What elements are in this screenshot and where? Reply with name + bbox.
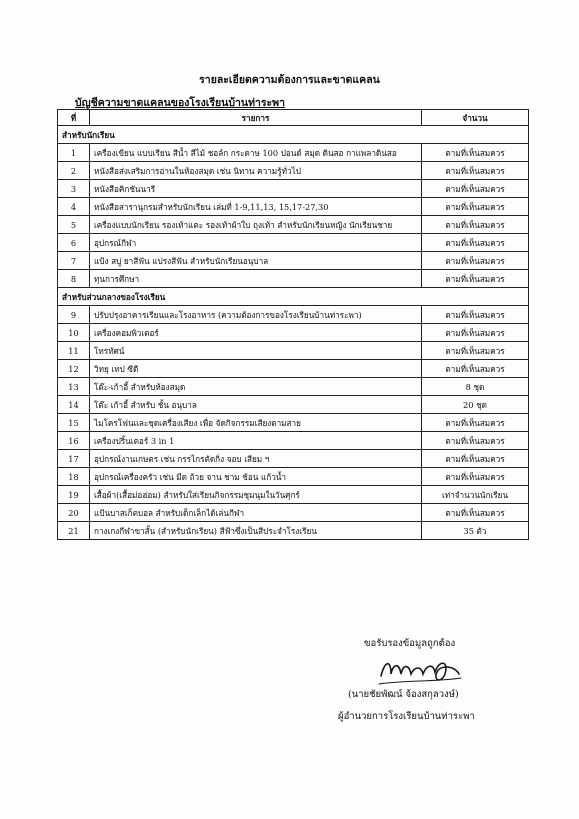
- document-title: รายละเอียดความต้องการและขาดแคลน: [199, 74, 380, 86]
- table-row: [58, 414, 529, 432]
- row-amount: ตามที่เห็นสมควร: [422, 360, 529, 378]
- table-row: [58, 198, 529, 216]
- row-item: เครื่องปริ้นเตอร์ 3 in 1: [90, 432, 422, 450]
- table-header-row: [58, 110, 529, 126]
- table-row: [58, 504, 529, 522]
- row-number: 9: [58, 306, 90, 324]
- row-item: หนังสือคิกชันนารี: [90, 180, 422, 198]
- row-number: 15: [58, 414, 90, 432]
- header-item: รายการ: [90, 110, 422, 126]
- table-row: [58, 324, 529, 342]
- table-row: [58, 234, 529, 252]
- signer-position: ผู้อำนวยการโรงเรียนบ้านท่าระพา: [338, 711, 475, 722]
- row-amount: เท่าจำนวนนักเรียน: [422, 486, 529, 504]
- row-number: 16: [58, 432, 90, 450]
- row-number: 6: [58, 234, 90, 252]
- row-amount: ตามที่เห็นสมควร: [422, 468, 529, 486]
- row-item: แป้ง สบู่ ยาสีฟัน แปรงสีฟัน สำหรับนักเรียนอนุบาล: [90, 252, 422, 270]
- row-item: อุปกรณ์กีฬา: [90, 234, 422, 252]
- row-amount: ตามที่เห็นสมควร: [422, 144, 529, 162]
- row-item: กางเกงกีฬาขาสั้น (สำหรับนักเรียน) สีฟ้าซึ่งเป็นสีประจำโรงเรียน: [90, 522, 422, 540]
- row-amount: ตามที่เห็นสมควร: [422, 198, 529, 216]
- table-body: [58, 126, 529, 540]
- row-number: 17: [58, 450, 90, 468]
- row-number: 14: [58, 396, 90, 414]
- table-row: [58, 486, 529, 504]
- row-number: 3: [58, 180, 90, 198]
- row-number: 7: [58, 252, 90, 270]
- row-number: 21: [58, 522, 90, 540]
- row-amount: ตามที่เห็นสมควร: [422, 216, 529, 234]
- row-number: 19: [58, 486, 90, 504]
- row-item: เครื่องคอมพิวเตอร์: [90, 324, 422, 342]
- row-amount: ตามที่เห็นสมควร: [422, 252, 529, 270]
- row-amount: ตามที่เห็นสมควร: [422, 270, 529, 288]
- row-amount: ตามที่เห็นสมควร: [422, 234, 529, 252]
- table-row: [58, 378, 529, 396]
- document-subtitle: บัญชีความขาดแคลนของโรงเรียนบ้านท่าระพา: [75, 97, 285, 109]
- row-item: โทรทัศน์: [90, 342, 422, 360]
- table-row: [58, 270, 529, 288]
- row-item: โต๊ะ เก้าอี้ สำหรับ ชั้น อนุบาล: [90, 396, 422, 414]
- row-item: อุปกรณ์เครื่องครัว เช่น มีด ถ้วย จาน ชาม ช้อน แก้วน้ำ: [90, 468, 422, 486]
- table-row: [58, 522, 529, 540]
- row-item: แป้นบาสเก็ตบอล สำหรับเด็กเล็กได้เล่นกีฬา: [90, 504, 422, 522]
- row-number: 8: [58, 270, 90, 288]
- handwritten-signature: [375, 654, 465, 690]
- row-number: 11: [58, 342, 90, 360]
- row-number: 13: [58, 378, 90, 396]
- row-amount: ตามที่เห็นสมควร: [422, 450, 529, 468]
- row-number: 10: [58, 324, 90, 342]
- header-amount: จำนวน: [422, 110, 529, 126]
- table-row: [58, 306, 529, 324]
- row-number: 5: [58, 216, 90, 234]
- section-label: สำหรับนักเรียน: [58, 126, 529, 144]
- row-amount: ตามที่เห็นสมควร: [422, 180, 529, 198]
- table-row: [58, 360, 529, 378]
- table-row: [58, 342, 529, 360]
- table-row: [58, 216, 529, 234]
- table-row: [58, 396, 529, 414]
- row-item: ปรับปรุงอาคารเรียนและโรงอาหาร (ความต้องการของโรงเรียนบ้านท่าระพา): [90, 306, 422, 324]
- table-row: [58, 180, 529, 198]
- table-row: [58, 450, 529, 468]
- row-number: 20: [58, 504, 90, 522]
- table-row: [58, 162, 529, 180]
- row-item: เครื่องเขียน แบบเรียน สีน้ำ สีไม้ ชอล์ก กระดาษ 100 ปอนด์ สมุด ดินสอ กาแพลาดินสอ: [90, 144, 422, 162]
- table-row: [58, 252, 529, 270]
- signer-name: (นายชัยพัฒน์ จ้องสกุลวงษ์): [348, 689, 459, 700]
- row-amount: ตามที่เห็นสมควร: [422, 432, 529, 450]
- row-amount: 8 ชุด: [422, 378, 529, 396]
- certify-text: ขอรับรองข้อมูลถูกต้อง: [364, 638, 456, 649]
- row-item: หนังสือสารานุกรมสำหรับนักเรียน เล่มที่ 1-9,11,13, 15,17-27,30: [90, 198, 422, 216]
- row-item: ทุนการศึกษา: [90, 270, 422, 288]
- row-number: 12: [58, 360, 90, 378]
- section-row-students: [58, 126, 529, 144]
- section-label: สำหรับส่วนกลางของโรงเรียน: [58, 288, 529, 306]
- row-number: 2: [58, 162, 90, 180]
- table-row: [58, 432, 529, 450]
- row-item: อุปกรณ์งานเกษตร เช่น กรรไกรตัดกิ่ง จอบ เสียม ฯ: [90, 450, 422, 468]
- table-row: [58, 468, 529, 486]
- requirements-table: [57, 109, 529, 540]
- row-item: วิทยุ เทป ซีดี: [90, 360, 422, 378]
- section-row-central: [58, 288, 529, 306]
- table-row: [58, 144, 529, 162]
- row-amount: ตามที่เห็นสมควร: [422, 306, 529, 324]
- row-number: 4: [58, 198, 90, 216]
- row-item: เสื้อผ้า(เสื้อม่อฮ่อม) สำหรับใส่เรียนกิจกรรมชุมนุมในวันศุกร์: [90, 486, 422, 504]
- row-amount: ตามที่เห็นสมควร: [422, 342, 529, 360]
- row-amount: ตามที่เห็นสมควร: [422, 162, 529, 180]
- row-amount: 35 ตัว: [422, 522, 529, 540]
- row-item: เครื่องแบบนักเรียน รองเท้าแตะ รองเท้าผ้าใบ ถุงเท้า สำหรับนักเรียนหญิง นักเรียนชาย: [90, 216, 422, 234]
- row-item: โต๊ะ-เก้าอี้ สำหรับห้องสมุด: [90, 378, 422, 396]
- header-no: ที่: [58, 110, 90, 126]
- row-number: 1: [58, 144, 90, 162]
- row-amount: ตามที่เห็นสมควร: [422, 504, 529, 522]
- row-amount: ตามที่เห็นสมควร: [422, 324, 529, 342]
- row-item: หนังสือส่งเสริมการอ่านในห้องสมุด เช่น นิทาน ความรู้ทั่วไป: [90, 162, 422, 180]
- row-number: 18: [58, 468, 90, 486]
- row-amount: ตามที่เห็นสมควร: [422, 414, 529, 432]
- row-amount: 20 ชุด: [422, 396, 529, 414]
- row-item: ไมโครโฟนและชุดเครื่องเสียง เพื่อ จัดกิจกรรมเสียงตามสาย: [90, 414, 422, 432]
